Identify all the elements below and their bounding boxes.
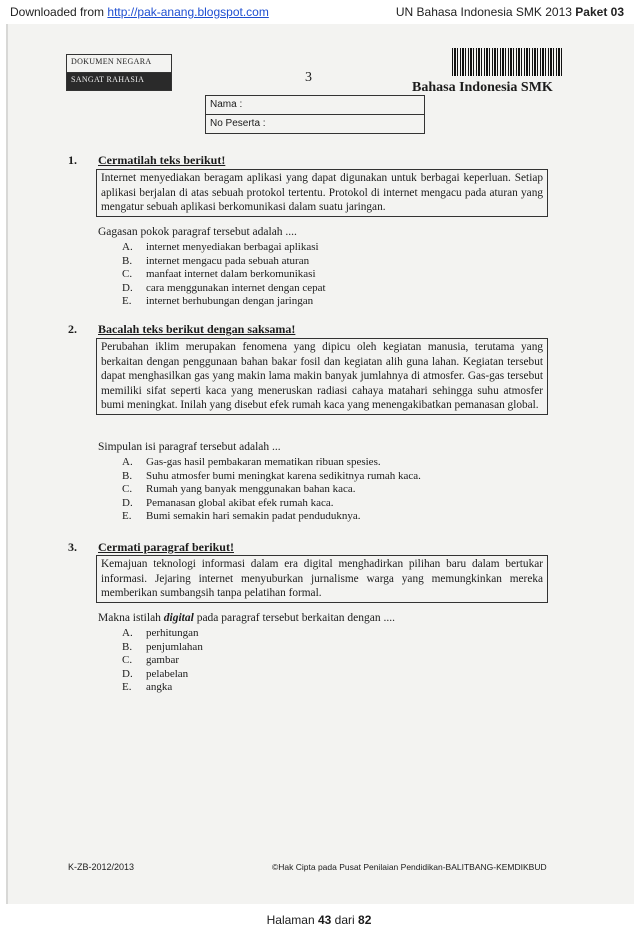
stamp-bottom: SANGAT RAHASIA [67,73,171,90]
page-prefix: Halaman [266,913,318,927]
option-letter: B. [122,469,133,482]
option-letter: B. [122,254,133,267]
option-b[interactable] [122,641,203,655]
option-letter: E. [122,295,132,308]
option-c[interactable] [122,654,203,668]
option-text: internet mengacu pada sebuah aturan [146,254,310,267]
option-letter: D. [122,667,133,680]
barcode-icon [452,48,562,76]
page-indicator [0,913,638,927]
question-2-passage: Perubahan iklim merupakan fenomena yang dipicu oleh kegiatan manusia, terutama yang berkaitan dengan penggunaan bahan bakar fosil dan kegiatan alih guna lahan. Kegiatan tersebut dapat menghasilkan gas yang makin lama makin banyak jumlahnya di atmosfer. Gas-gas tersebut memiliki sifat seperti kaca yang meneruskan radiasi cahaya matahari sehingga suhu atmosfer bumi meningkat. Inilah yang disebut efek rumah kaca yang menengakibatkan pemanasan global. [96,338,548,415]
option-text: penjumlahan [146,640,203,653]
option-text: manfaat internet dalam berkomunikasi [146,268,316,281]
page-mid: dari [331,913,359,927]
question-3-number: 3. [68,540,77,554]
page-number: 3 [305,70,312,85]
peserta-field: No Peserta : [206,114,424,133]
document-code: K-ZB-2012/2013 [68,862,135,872]
option-letter: E. [122,681,132,694]
option-letter: A. [122,241,133,253]
name-field: Nama : [210,99,243,110]
option-letter: E. [122,510,132,523]
exam-title-text: UN Bahasa Indonesia SMK 2013 [395,5,576,19]
question-3-passage: Kemajuan teknologi informasi dalam era digital menghadirkan pilihan baru dalam bertukar informasi. Jejaring internet menyuburkan jurnalisme warga yang memungkinkan mereka memberikan sumbangsih tanpa pelatihan formal. [96,555,548,603]
option-letter: D. [122,496,133,509]
option-text: Rumah yang banyak menggunakan bahan kaca. [146,483,356,496]
option-letter: C. [122,268,133,281]
download-prefix: Downloaded from [10,5,108,19]
option-d[interactable] [122,282,326,296]
option-letter: C. [122,483,133,496]
option-a[interactable] [122,456,421,470]
option-text: perhitungan [146,627,199,639]
option-letter: A. [122,456,133,468]
exam-title [396,5,624,19]
prompt-text: Makna istilah [98,612,164,624]
question-2-number: 2. [68,322,77,336]
question-2-options [122,456,421,524]
copyright-notice: ©Hak Cipta pada Pusat Penilaian Pendidikan-BALITBANG-KEMDIKBUD [272,862,547,872]
option-text: internet menyediakan berbagai aplikasi [146,241,319,253]
option-d[interactable] [122,668,203,682]
option-text: gambar [146,654,179,667]
option-c[interactable] [122,483,421,497]
option-d[interactable] [122,497,421,511]
option-text: Pemanasan global akibat efek rumah kaca. [146,496,334,509]
question-1-number: 1. [68,153,77,167]
document-stamp [66,54,172,91]
option-letter: A. [122,627,133,639]
option-text: angka [146,681,173,694]
option-letter: B. [122,640,133,653]
option-text: internet berhubungan dengan jaringan [146,295,314,308]
option-b[interactable] [122,255,326,269]
option-a[interactable] [122,627,203,641]
option-e[interactable] [122,295,326,309]
download-source [10,5,269,19]
option-letter: C. [122,654,133,667]
option-text: pelabelan [146,667,189,680]
question-1-options [122,241,326,309]
question-2-prompt: Simpulan isi paragraf tersebut adalah ... [98,441,281,453]
page-current: 43 [317,913,332,927]
question-3-prompt [98,612,395,624]
question-2-heading: Bacalah teks berikut dengan saksama! [98,322,296,336]
stamp-top: DOKUMEN NEGARA [67,55,171,73]
paket-label: Paket 03 [575,5,624,19]
option-text: Gas-gas hasil pembakaran mematikan ribuan spesies. [146,456,381,468]
option-b[interactable] [122,470,421,484]
question-3-options [122,627,203,695]
prompt-text: pada paragraf tersebut berkaitan dengan .... [193,612,395,624]
option-letter: D. [122,281,133,294]
option-text: cara menggunakan internet dengan cepat [146,281,326,294]
option-c[interactable] [122,268,326,282]
question-3-heading: Cermati paragraf berikut! [98,540,234,554]
option-a[interactable] [122,241,326,255]
question-1-prompt: Gagasan pokok paragraf tersebut adalah .... [98,226,297,238]
option-text: Suhu atmosfer bumi meningkat karena sedikitnya rumah kaca. [146,469,421,482]
prompt-term: digital [163,612,194,624]
option-text: Bumi semakin hari semakin padat penduduknya. [146,510,361,523]
candidate-box [205,95,425,134]
source-link[interactable]: http://pak-anang.blogspot.com [107,5,269,19]
page-total: 82 [358,913,372,927]
question-1-heading: Cermatilah teks berikut! [98,153,226,167]
download-header [0,0,638,26]
option-e[interactable] [122,681,203,695]
option-e[interactable] [122,510,421,524]
question-1-passage: Internet menyediakan beragam aplikasi yang dapat digunakan untuk berbagai keperluan. Setiap aplikasi berjalan di atas sebuah protokol tertentu. Protokol di internet mengacu pada aturan yang mengatur sebuah aplikasi berkomunikasi dalam suatu jaringan. [96,169,548,217]
subject-title: Bahasa Indonesia SMK [412,80,553,95]
